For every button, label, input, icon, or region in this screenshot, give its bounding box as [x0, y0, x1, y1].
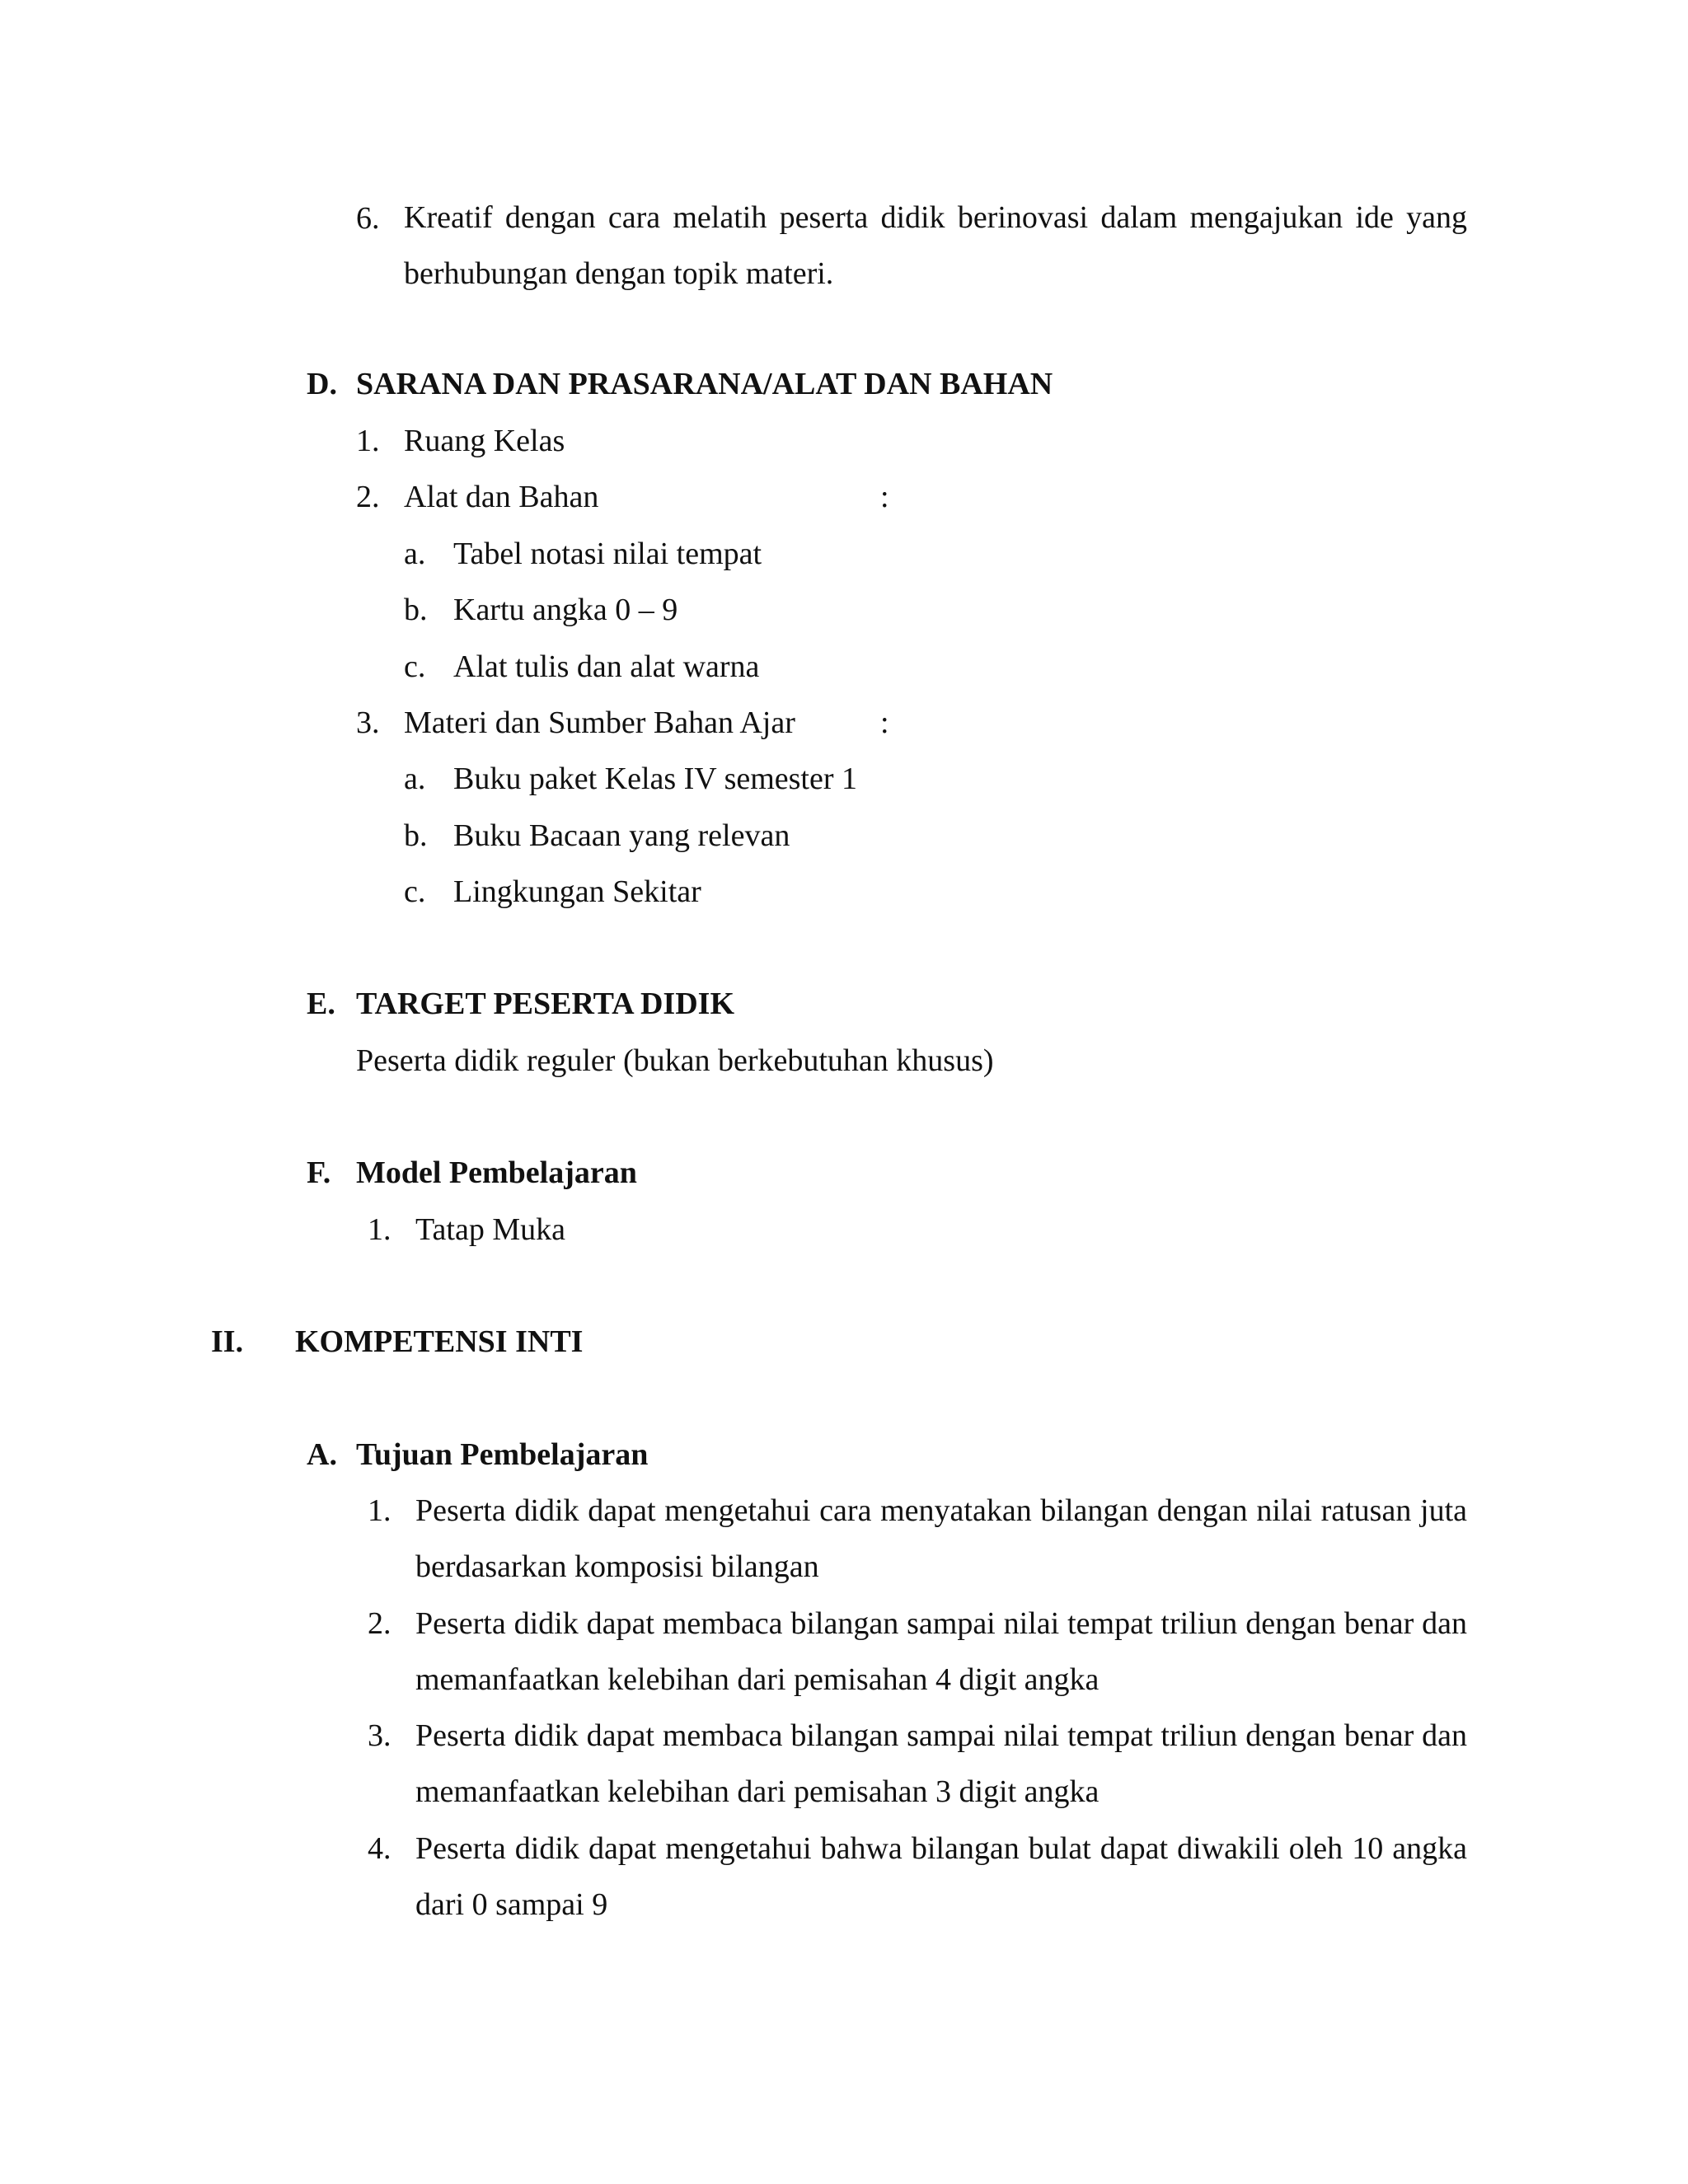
- sublist-letter: a.: [404, 537, 426, 571]
- list-number: 1.: [356, 424, 380, 458]
- sublist-letter: a.: [404, 762, 426, 796]
- list-item-text: Ruang Kelas: [404, 424, 565, 458]
- part-heading: KOMPETENSI INTI: [295, 1324, 584, 1359]
- sublist-item-text: Tabel notasi nilai tempat: [453, 537, 762, 571]
- section-heading: Model Pembelajaran: [356, 1155, 637, 1190]
- list-item-text: Peserta didik dapat mengetahui bahwa bilangan bulat dapat diwakili oleh 10 angka dari 0 sampai 9: [415, 1831, 1467, 1922]
- list-number: 4.: [368, 1831, 392, 1866]
- sublist-letter: b.: [404, 593, 428, 627]
- sublist-item-text: Buku Bacaan yang relevan: [453, 818, 790, 853]
- section-body-text: Peserta didik reguler (bukan berkebutuhan khusus): [356, 1043, 994, 1078]
- list-item-text: Tatap Muka: [415, 1212, 566, 1247]
- list-number: 2.: [356, 480, 380, 514]
- sublist-letter: c.: [404, 874, 426, 909]
- sublist-letter: c.: [404, 649, 426, 684]
- list-item-text: Alat dan Bahan: [404, 480, 599, 514]
- section-letter: D.: [307, 367, 337, 401]
- section-letter: F.: [307, 1155, 331, 1190]
- section-letter: A.: [307, 1437, 337, 1472]
- list-item-text: Peserta didik dapat membaca bilangan sampai nilai tempat triliun dengan benar dan memanfaatkan kelebihan dari pemisahan 4 digit angka: [415, 1606, 1467, 1697]
- sublist-item-text: Alat tulis dan alat warna: [453, 649, 760, 684]
- section-heading: SARANA DAN PRASARANA/ALAT DAN BAHAN: [356, 367, 1053, 401]
- list-item-text: Materi dan Sumber Bahan Ajar: [404, 705, 795, 740]
- sublist-item-text: Buku paket Kelas IV semester 1: [453, 762, 858, 796]
- sublist-letter: b.: [404, 818, 428, 853]
- section-heading: Tujuan Pembelajaran: [356, 1437, 649, 1472]
- list-number: 1.: [368, 1493, 392, 1528]
- list-number: 6.: [356, 201, 380, 236]
- list-number: 3.: [368, 1718, 392, 1753]
- colon: :: [880, 480, 889, 514]
- sublist-item-text: Lingkungan Sekitar: [453, 874, 701, 909]
- section-heading: TARGET PESERTA DIDIK: [356, 987, 735, 1021]
- part-numeral: II.: [211, 1324, 244, 1359]
- list-number: 1.: [368, 1212, 392, 1247]
- list-item-text: Peserta didik dapat mengetahui cara menyatakan bilangan dengan nilai ratusan juta berdasarkan komposisi bilangan: [415, 1493, 1467, 1584]
- section-letter: E.: [307, 987, 335, 1021]
- list-item-text: Peserta didik dapat membaca bilangan sampai nilai tempat triliun dengan benar dan memanfaatkan kelebihan dari pemisahan 3 digit angka: [415, 1718, 1467, 1809]
- list-item-text: Kreatif dengan cara melatih peserta didik berinovasi dalam mengajukan ide yang berhubungan dengan topik materi.: [404, 200, 1467, 291]
- colon: :: [880, 705, 889, 740]
- sublist-item-text: Kartu angka 0 – 9: [453, 593, 678, 627]
- list-number: 3.: [356, 705, 380, 740]
- list-number: 2.: [368, 1606, 392, 1641]
